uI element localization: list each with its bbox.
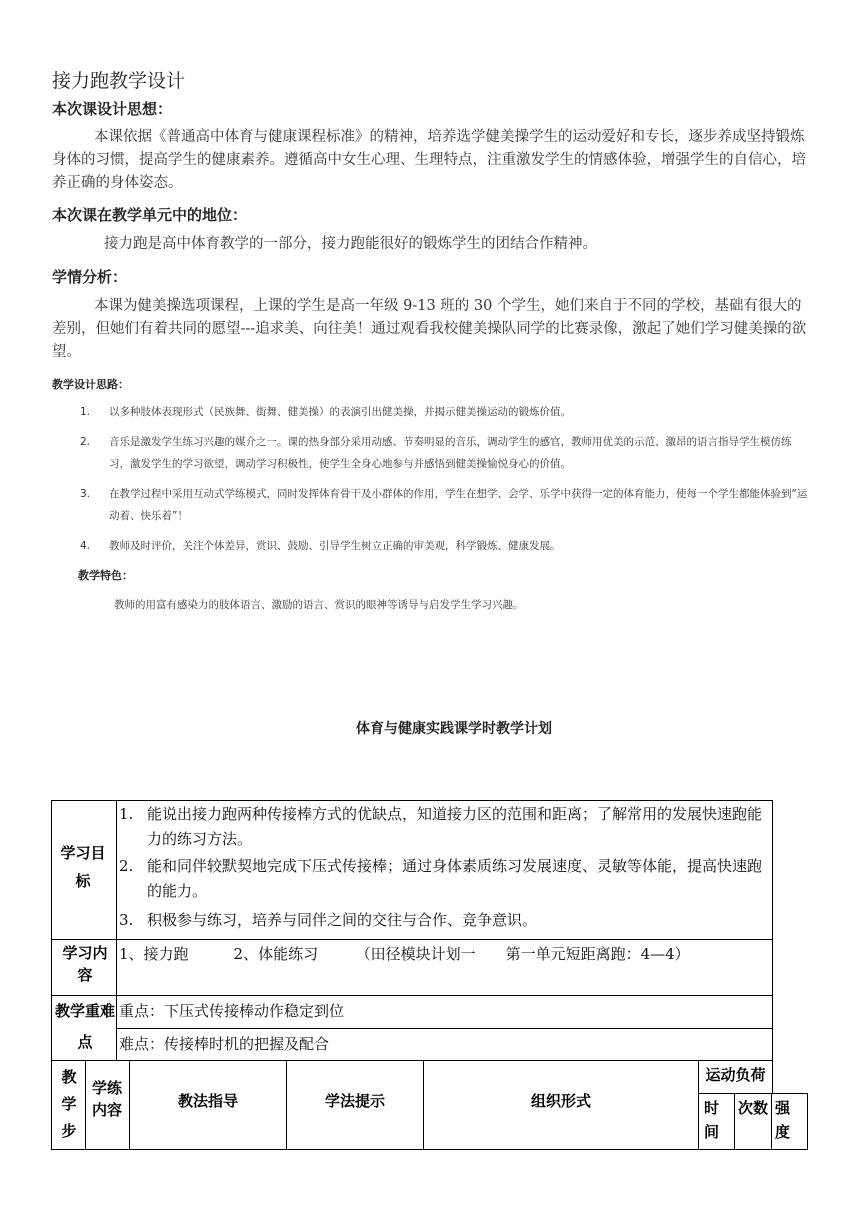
section-heading-design-idea: 本次课设计思想： bbox=[52, 100, 173, 118]
goal-item: 2. 能和同伴较默契地完成下压式传接棒；通过身体素质练习发展速度、灵敏等体能，提高快速跑的能力。 bbox=[119, 857, 763, 900]
goal-item: 3. 积极参与练习，培养与同伴之间的交往与合作、竞争意识。 bbox=[119, 911, 538, 929]
header-org: 组织形式 bbox=[423, 1060, 699, 1150]
document-title: 接力跑教学设计 bbox=[52, 70, 186, 92]
goal-item: 1. 能说出接力跑两种传接棒方式的优缺点，知道接力区的范围和距离；了解常用的发展快速跑能力的练习方法。 bbox=[119, 805, 763, 848]
section-text-position: 接力跑是高中体育教学的一部分，接力跑能很好的锻炼学生的团结合作精神。 bbox=[104, 236, 597, 252]
header-intensity: 强度 bbox=[771, 1093, 808, 1150]
list-item: 1. 以多种肢体表现形式（民族舞、街舞、健美操）的表演引出健美操，并揭示健美操运动的锻炼价值。 bbox=[80, 406, 571, 418]
header-method: 教法指导 bbox=[129, 1060, 287, 1150]
key-point-cell: 重点：下压式传接棒动作稳定到位 bbox=[116, 995, 773, 1029]
header-load: 运动负荷 bbox=[698, 1060, 773, 1094]
difficulty-cell: 难点：传接棒时机的把握及配合 bbox=[116, 1028, 773, 1061]
design-ideas-heading: 教学设计思路： bbox=[52, 378, 129, 391]
section-text-learner-analysis: 本课为健美操选项课程，上课的学生是高一年级 9-13 班的 30 个学生，她们来自于不同的学校，基础有很大的差别，但她们有着共同的愿望---追求美、向往美！通过观看我校健美操队同学的比赛录像，激起了她们学习健美操的欲望。 bbox=[52, 298, 807, 360]
design-ideas-list bbox=[52, 401, 812, 565]
section-heading-position: 本次课在教学单元中的地位： bbox=[52, 206, 248, 224]
content-cell: 1、接力跑 2、体能练习 （田径模块计划一 第一单元短距离跑：4—4） bbox=[116, 939, 773, 996]
header-practice: 学练内容 bbox=[91, 1081, 122, 1119]
features-text: 教师的用富有感染力的肢体语言、激励的语言、赏识的眼神等诱导与启发学生学习兴趣。 bbox=[114, 599, 524, 611]
header-hints: 学法提示 bbox=[286, 1060, 424, 1150]
goals-label: 学习目标 bbox=[60, 846, 106, 890]
section-heading-learner-analysis: 学情分析： bbox=[52, 268, 128, 286]
list-item: 3. 在教学过程中采用互动式学练模式，同时发挥体育骨干及小群体的作用，学生在想学、会学、乐学中获得一定的体育能力，使每一个学生都能体验到“运动着、快乐着”！ bbox=[80, 488, 808, 522]
plan-title: 体育与健康实践课学时教学计划 bbox=[356, 721, 552, 737]
header-count: 次数 bbox=[734, 1093, 772, 1150]
list-item: 4. 教师及时评价，关注个体差异，赏识、鼓励、引导学生树立正确的审美观，科学锻炼、健康发展。 bbox=[80, 540, 561, 552]
lesson-plan-table bbox=[51, 800, 808, 1150]
features-heading: 教学特色： bbox=[78, 569, 133, 582]
header-time: 时间 bbox=[698, 1093, 735, 1150]
section-text-design-idea: 本课依据《普通高中体育与健康课程标准》的精神，培养选学健美操学生的运动爱好和专长，逐步养成坚持锻炼身体的习惯，提高学生的健康素养。遵循高中女生心理、生理特点，注重激发学生的情感体验，增强学生的自信心，培养正确的身体姿态。 bbox=[52, 129, 806, 191]
list-item: 2. 音乐是激发学生练习兴趣的媒介之一。课的热身部分采用动感、节奏明显的音乐，调动学生的感官，教师用优美的示范、激昂的语言指导学生模仿练习，激发学生的学习欲望，调动学习积极性，使学生全身心地参与并感悟到健美操愉悦身心的价值。 bbox=[80, 436, 792, 470]
key-difficulty-label: 教学重难点 bbox=[55, 1004, 116, 1051]
header-steps: 教学步 bbox=[61, 1070, 77, 1140]
goals-cell bbox=[116, 800, 773, 940]
content-label: 学习内容 bbox=[62, 946, 108, 984]
